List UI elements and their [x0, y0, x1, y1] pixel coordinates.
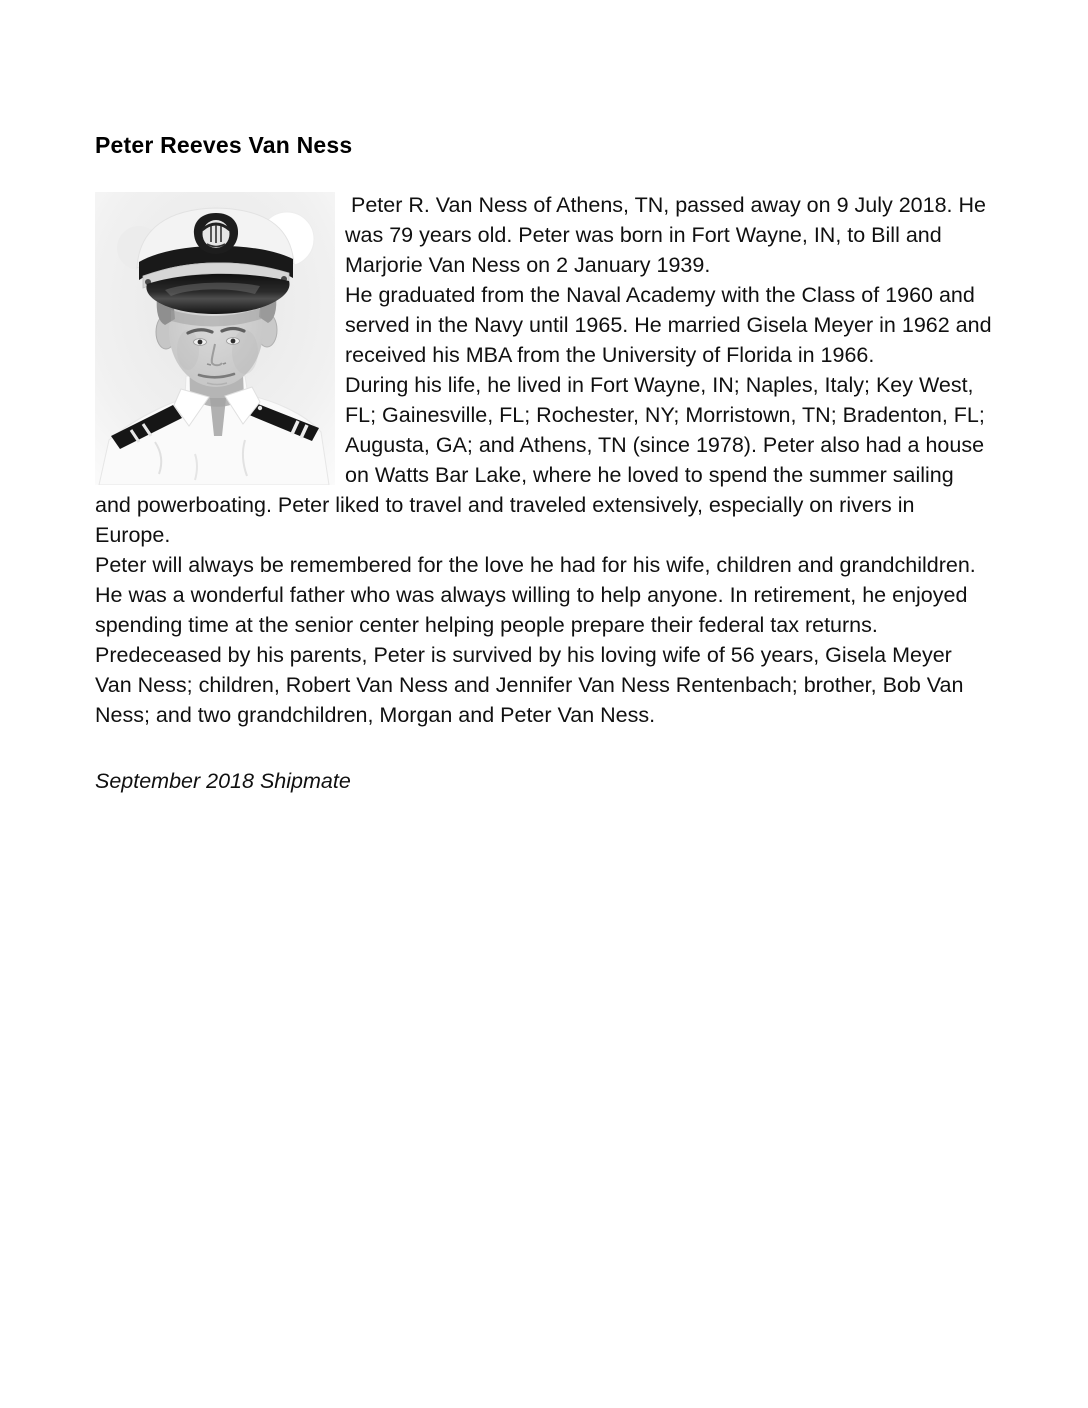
navy-officer-portrait-graphic: [95, 192, 335, 485]
obituary-paragraph-2: He graduated from the Naval Academy with the Class of 1960 and served in the Navy until 1965. He married Gisela Meyer in 1962 and received his MBA from the University of Florida in 1966.: [345, 283, 992, 367]
obituary-paragraph-5: Predeceased by his parents, Peter is survived by his loving wife of 56 years, Gisela Meyer Van Ness; children, Robert Van Ness and Jennifer Van Ness Rentenbach; brother, Bob Van Ness; and two grandchildren, Morgan and Peter Van Ness.: [95, 643, 964, 727]
page-content: [95, 0, 993, 796]
obituary-byline: September 2018 Shipmate: [95, 769, 351, 793]
obituary-title: Peter Reeves Van Ness: [95, 132, 353, 158]
obituary-paragraph-3: During his life, he lived in Fort Wayne, IN; Naples, Italy; Key West, FL; Gainesville, FL; Rochester, NY; Morristown, TN; Bradenton, FL; Augusta, GA; and Athens, TN (since 1978). Peter also had a house on Watts Bar Lake, where he loved to spend the summer sailing and powerboating. Peter liked to travel and traveled extensively, especially on rivers in Europe.: [95, 373, 985, 547]
obituary-body: [95, 190, 993, 796]
obituary-paragraph-4: Peter will always be remembered for the love he had for his wife, children and grandchildren. He was a wonderful father who was always willing to help anyone. In retirement, he enjoyed spending time at the senior center helping people prepare their federal tax returns.: [95, 553, 976, 637]
portrait-photo: [95, 192, 335, 485]
obituary-paragraph-1: Peter R. Van Ness of Athens, TN, passed away on 9 July 2018. He was 79 years old. Peter was born in Fort Wayne, IN, to Bill and Marjorie Van Ness on 2 January 1939.: [345, 193, 986, 277]
